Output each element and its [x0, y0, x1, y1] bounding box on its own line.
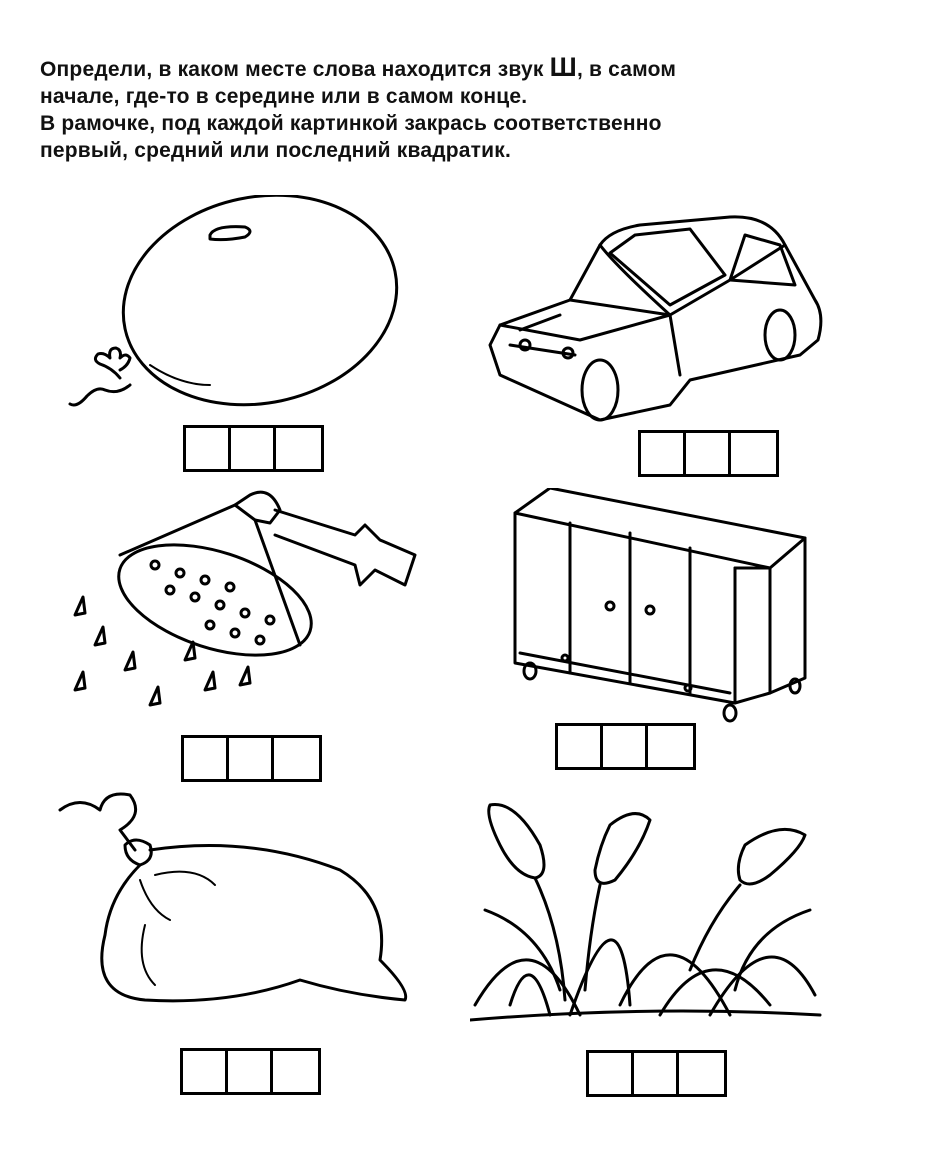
- instruction-line-2: начале, где-то в середине или в самом конце.: [40, 85, 528, 108]
- answer-box-middle[interactable]: [634, 1053, 679, 1094]
- instruction-text: Определи, в каком месте слова находится звук: [40, 58, 550, 81]
- answer-box-last[interactable]: [731, 433, 776, 474]
- answer-box-middle[interactable]: [228, 1051, 273, 1092]
- answer-box-last[interactable]: [276, 428, 321, 469]
- answer-box-first[interactable]: [558, 726, 603, 767]
- answer-box-first[interactable]: [183, 1051, 228, 1092]
- answer-box-last[interactable]: [679, 1053, 724, 1094]
- answer-box-middle[interactable]: [231, 428, 276, 469]
- answer-boxes-shower-head: [181, 735, 322, 782]
- reeds-icon: [470, 790, 825, 1025]
- answer-box-middle[interactable]: [229, 738, 274, 779]
- cabinet-icon: [510, 488, 810, 723]
- answer-box-first[interactable]: [186, 428, 231, 469]
- answer-boxes-sack: [180, 1048, 321, 1095]
- answer-box-last[interactable]: [648, 726, 693, 767]
- answer-boxes-car: [638, 430, 779, 477]
- instruction-line-3: В рамочке, под каждой картинкой закрась соответственно: [40, 112, 662, 135]
- car-icon: [480, 205, 840, 430]
- balloon-icon: [60, 195, 420, 420]
- answer-box-middle[interactable]: [603, 726, 648, 767]
- answer-box-first[interactable]: [641, 433, 686, 474]
- shower-head-icon: [55, 485, 430, 715]
- answer-boxes-balloon: [183, 425, 324, 472]
- instruction-line-4: первый, средний или последний квадратик.: [40, 139, 511, 162]
- answer-box-first[interactable]: [184, 738, 229, 779]
- answer-box-middle[interactable]: [686, 433, 731, 474]
- answer-box-first[interactable]: [589, 1053, 634, 1094]
- answer-box-last[interactable]: [273, 1051, 318, 1092]
- answer-boxes-cabinet: [555, 723, 696, 770]
- answer-boxes-reeds: [586, 1050, 727, 1097]
- sack-icon: [50, 785, 415, 1015]
- target-sound-letter: Ш: [549, 52, 577, 82]
- instruction-line-1: [40, 54, 870, 83]
- instructions: [40, 54, 870, 164]
- answer-box-last[interactable]: [274, 738, 319, 779]
- instruction-text: , в самом: [576, 58, 677, 81]
